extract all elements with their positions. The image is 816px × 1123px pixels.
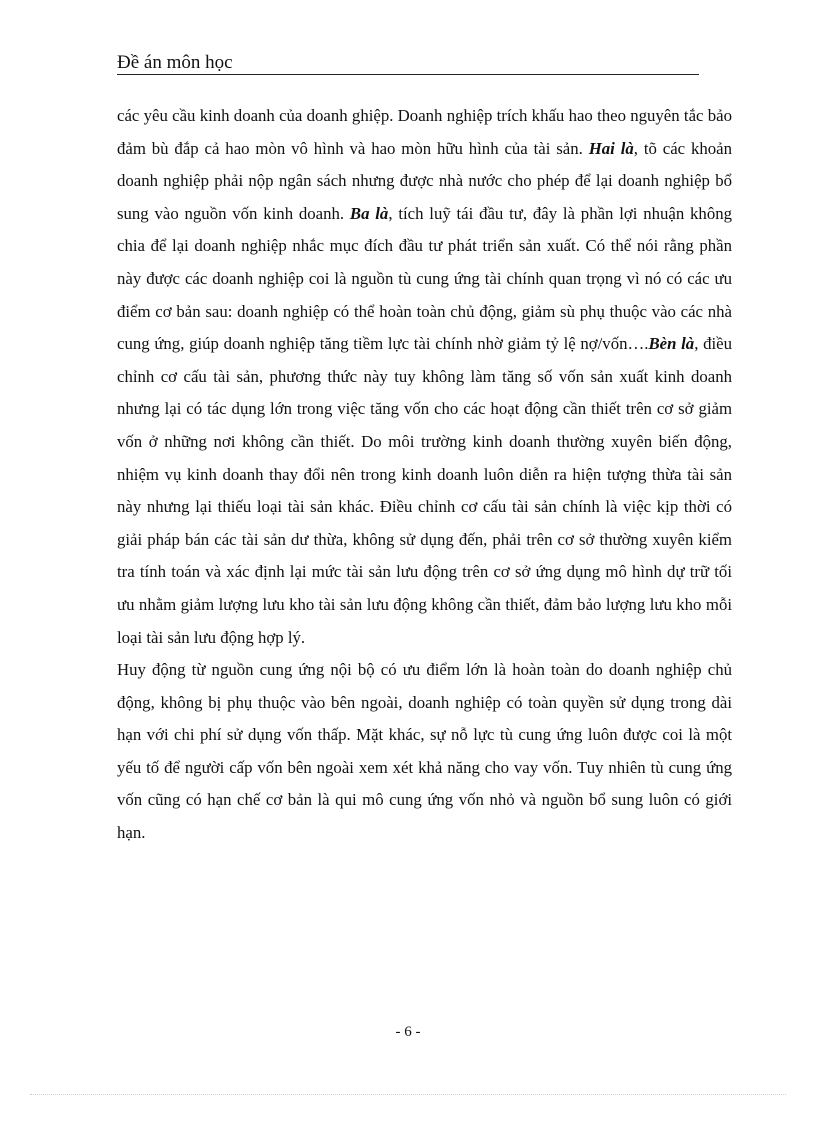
page-number: - 6 -: [395, 1024, 421, 1040]
paragraph-1-emphasis-ba-la: Ba là: [349, 203, 389, 223]
paragraph-2-text: Huy động từ nguồn cung ứng nội bộ có ưu điểm lớn là hoàn toàn do doanh nghiệp chủ động, không bị phụ thuộc vào bên ngoài, doanh nghiệp có toàn quyền sử dụng trong dài hạn với chi phí sử dụng vốn thấp. Mặt khác, sự nỗ lực tù cung ứng luôn được coi là một yếu tố để người cấp vốn bên ngoài xem xét khả năng cho vay vốn. Tuy nhiên tù cung ứng vốn cũng có hạn chế cơ bản là qui mô cung ứng vốn nhỏ và nguồn bổ sung luôn có giới hạn.: [117, 660, 732, 843]
paragraph-1-text-c: , tõ các khoản doanh nghiệp phải nộp ngân sách nhưng được nhà nước cho phép để lại doanh nghiệp bổ sung vào nguồn vốn kinh doanh.: [117, 138, 732, 223]
page-bottom-divider: [30, 1094, 786, 1095]
body-text: [117, 100, 732, 850]
paragraph-1: [117, 100, 732, 654]
paragraph-1-emphasis-ben-la: Bèn là: [648, 334, 695, 354]
paragraph-2: [117, 654, 732, 850]
page-header: [117, 52, 699, 75]
paragraph-1-text-g: , điều chỉnh cơ cấu tài sản, phương thức này tuy không làm tăng số vốn sản xuất kinh doanh nhưng lại có tác dụng lớn trong việc tăng vốn cho các hoạt động cần thiết trên cơ sở giảm vốn ở những nơi không cần thiết. Do môi trường kinh doanh thường xuyên biến động, nhiệm vụ kinh doanh thay đổi nên trong kinh doanh luôn diễn ra hiện tượng thừa tài sản này nhưng lại thiếu loại tài sản khác. Điều chỉnh cơ cấu tài sản chính là việc kịp thời có giải pháp bán các tài sản dư thừa, không sử dụng đến, phải trên cơ sở thường xuyên kiểm tra tính toán và xác định lại mức tài sản lưu động trên cơ sở ứng dụng mô hình dự trữ tối ưu nhằm giảm lượng lưu kho tài sản lưu động không cần thiết, đảm bảo lượng lưu kho mỗi loại tài sản lưu động hợp lý.: [117, 334, 732, 647]
paragraph-1-text-e: , tích luỹ tái đầu tư, đây là phần lợi nhuận không chia để lại doanh nghiệp nhắc mục đích đầu tư phát triển sản xuất. Có thể nói rằng phần này được các doanh nghiệp coi là nguồn tù cung ứng tài chính quan trọng vì nó có các ưu điểm cơ bản sau: doanh nghiệp có thể hoàn toàn chủ động, giảm sù phụ thuộc vào các nhà cung ứng, giúp doanh nghiệp tăng tiềm lực tài chính nhờ giảm tỷ lệ nợ/vốn….: [117, 203, 732, 354]
header-title: Đề án môn học: [117, 52, 233, 73]
paragraph-1-text-a: các yêu cầu kinh doanh của doanh ghiệp. Doanh nghiệp trích khấu hao theo nguyên tắc bảo đảm bù đắp cả hao mòn vô hình và hao mòn hữu hình của tài sản.: [117, 106, 732, 158]
paragraph-1-emphasis-hai-la: Hai là: [588, 138, 634, 158]
